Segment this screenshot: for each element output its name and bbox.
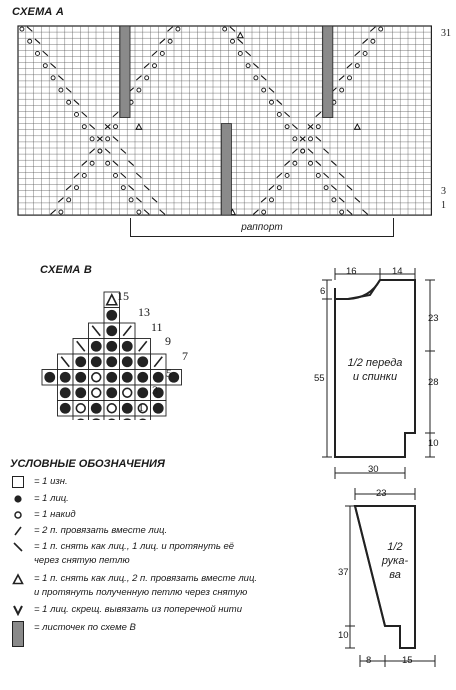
legend-text-cont: и протянуть полученную петлю через снятую [34, 587, 248, 598]
body-dim-bottom-width: 30 [368, 464, 379, 475]
leaf-stitch [91, 356, 102, 367]
body-pattern-label [340, 356, 410, 384]
rapport-label: раппорт [241, 222, 283, 233]
leaf-bar [120, 26, 130, 118]
leaf-stitch [137, 372, 148, 383]
leaf-stitch [60, 372, 71, 383]
body-dim-upper-right: 23 [428, 313, 439, 324]
legend-text: = 1 п. снять как лиц., 2 п. провязать вместе лиц. [34, 573, 258, 584]
sleeve-pattern-outline [300, 486, 456, 690]
sleeve-label-line1: 1/2 [387, 541, 403, 553]
leaf-stitch [106, 341, 117, 352]
leaf-stitch [106, 387, 117, 398]
leaf-stitch [91, 341, 102, 352]
body-dim-bottom-right: 10 [428, 438, 439, 449]
sleeve-label-line2: рука- [381, 555, 409, 567]
backslash-icon [12, 541, 24, 553]
circle-icon [12, 509, 24, 521]
scheme-b-row-7: 7 [182, 349, 188, 363]
gray-bar-icon [12, 621, 24, 647]
scheme-b-row-15: 15 [117, 289, 129, 303]
scheme-b-row-3: 3 [152, 383, 158, 397]
scheme-b-row-11: 11 [151, 320, 163, 334]
leaf-stitch [60, 387, 71, 398]
body-dim-top-right: 14 [392, 266, 403, 277]
scheme-a-row-31: 31 [441, 28, 451, 39]
legend-text-cont: через снятую петлю [34, 555, 130, 566]
leaf-stitch [122, 341, 133, 352]
legend-text: = листочек по схеме В [34, 622, 136, 633]
legend-text: = 1 лиц. скрещ. вывязать из поперечной нити [34, 604, 242, 615]
leaf-bar [323, 26, 333, 118]
v-icon [12, 604, 24, 616]
legend-text: = 1 изн. [34, 476, 68, 487]
leaf-stitch [60, 403, 71, 414]
leaf-stitch [137, 387, 148, 398]
empty-square-icon [12, 476, 24, 488]
filled-dot-icon [12, 493, 24, 505]
scheme-a-title: СХЕМА А [12, 6, 64, 18]
legend-title: УСЛОВНЫЕ ОБОЗНАЧЕНИЯ [10, 458, 165, 470]
sleeve-pattern-label [375, 540, 415, 582]
scheme-a-row-3: 3 [441, 186, 446, 197]
sleeve-dim-left-total: 37 [338, 567, 349, 578]
body-dim-mid-right: 28 [428, 377, 439, 388]
rapport-bracket [130, 218, 394, 237]
leaf-stitch [75, 372, 86, 383]
leaf-stitch [106, 372, 117, 383]
sleeve-dim-top-width: 23 [376, 488, 387, 499]
slash-icon [12, 525, 24, 537]
leaf-stitch [122, 372, 133, 383]
scheme-b-row-13: 13 [138, 305, 150, 319]
leaf-stitch [106, 356, 117, 367]
sleeve-dim-bottom-width: 15 [402, 655, 413, 666]
leaf-stitch [153, 372, 164, 383]
leaf-stitch [122, 403, 133, 414]
leaf-stitch [75, 356, 86, 367]
leaf-stitch [122, 356, 133, 367]
scheme-b-row-1: 1 [138, 400, 144, 414]
legend-text: = 1 лиц. [34, 493, 69, 504]
sleeve-dim-bottom-left: 10 [338, 630, 349, 641]
leaf-stitch [75, 387, 86, 398]
sleeve-label-line3: ва [389, 569, 401, 581]
leaf-stitch [106, 310, 117, 321]
body-label-line1: 1/2 переда [347, 357, 403, 369]
legend-text: = 1 накид [34, 509, 76, 520]
leaf-stitch [91, 403, 102, 414]
body-label-line2: и спинки [352, 371, 398, 383]
leaf-stitch [137, 356, 148, 367]
leaf-stitch [44, 372, 55, 383]
leaf-stitch [106, 325, 117, 336]
body-dim-neck-depth: 6 [320, 286, 326, 297]
scheme-b-row-5: 5 [166, 366, 172, 380]
scheme-a-chart [0, 0, 456, 240]
scheme-b-row-9: 9 [165, 334, 171, 348]
scheme-a-row-1: 1 [441, 200, 446, 211]
triangle-icon [12, 573, 24, 585]
scheme-b-title: СХЕМА В [40, 264, 92, 276]
leaf-stitch [153, 403, 164, 414]
legend-text: = 1 п. снять как лиц., 1 лиц. и протянуть её [34, 541, 235, 552]
legend-text: = 2 п. провязать вместе лиц. [34, 525, 168, 536]
leaf-bar [221, 124, 231, 216]
body-dim-left-total: 55 [314, 373, 325, 384]
body-dim-top-left: 16 [346, 266, 357, 277]
sleeve-dim-bottom-small: 8 [366, 655, 372, 666]
